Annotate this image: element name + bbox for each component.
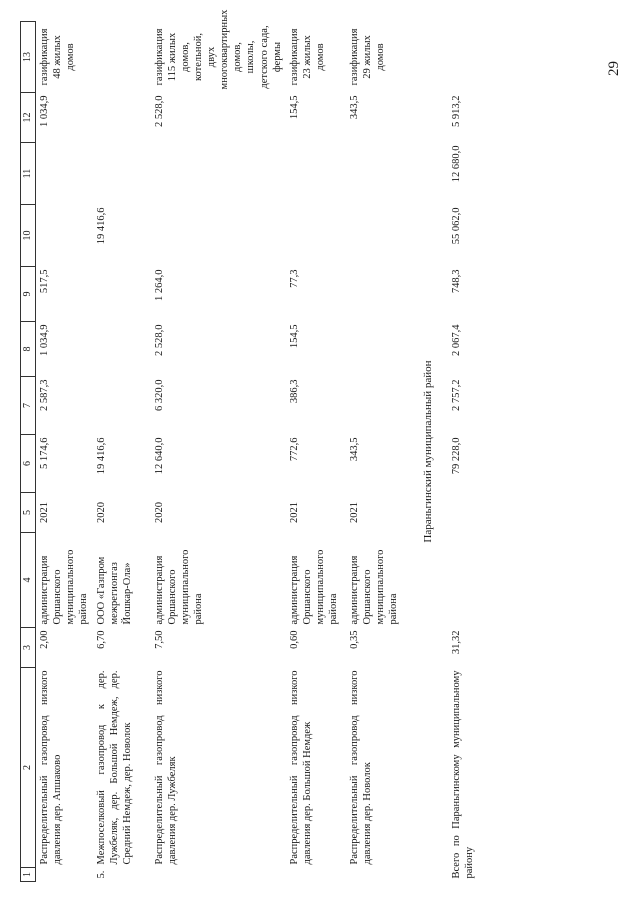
cell-col-12: 1 034,9 (39, 95, 50, 127)
cell-col-12: 154,5 (288, 95, 300, 120)
cell-col-12 (93, 93, 151, 143)
total-col-10: 55 062,0 (450, 207, 462, 245)
cell-col-7: 6 320,0 (153, 379, 165, 411)
header-col-11: 11 (21, 143, 36, 205)
row-number (286, 868, 346, 882)
header-col-2: 2 (21, 668, 36, 868)
cell-col-6: 772,6 (288, 437, 300, 462)
cell-col-7: 2 587,3 (39, 379, 50, 411)
cell-col-11 (151, 143, 286, 205)
customer: администрация Оршанского муниципального района (153, 549, 204, 625)
cell-col-10 (36, 205, 93, 267)
cell-col-9 (93, 267, 151, 322)
cell-col-7 (93, 377, 151, 435)
total-col-9: 748,3 (450, 269, 462, 294)
customer: администрация Оршанского муниципального района (39, 549, 90, 625)
year: 2021 (39, 502, 50, 523)
table-row (286, 22, 346, 882)
note: газификация 23 жилых домов (288, 28, 326, 86)
total-col-7: 2 757,2 (450, 379, 462, 411)
page-number: 29 (606, 61, 622, 76)
total-empty-13 (444, 22, 486, 93)
cell-col-11 (36, 143, 93, 205)
header-col-1: 1 (21, 868, 36, 882)
cell-col-8 (93, 322, 151, 377)
customer: администрация Оршанского муниципального района (288, 549, 340, 625)
year: 2020 (153, 502, 165, 523)
header-col-5: 5 (21, 493, 36, 533)
table-row (93, 22, 151, 882)
cell-col-8: 1 034,9 (39, 324, 50, 356)
total-row (444, 22, 486, 882)
cell-col-10 (346, 205, 414, 267)
note: газификация 48 жилых домов (39, 28, 77, 86)
header-col-6: 6 (21, 435, 36, 493)
rotated-table-container (20, 9, 580, 882)
header-row (21, 22, 36, 882)
cell-col-6: 343,5 (348, 437, 360, 462)
cell-col-8: 154,5 (288, 324, 300, 349)
cell-col-9: 517,5 (39, 269, 50, 294)
cell-col-9 (346, 267, 414, 322)
cell-col-7 (346, 377, 414, 435)
total-label: Всего по Параньгинскому муниципальному району (450, 670, 475, 879)
customer: администрация Оршанского муниципального района (348, 549, 400, 625)
table-row (36, 22, 93, 882)
cell-col-10 (151, 205, 286, 267)
row-number (36, 868, 93, 882)
customer: ООО «Газпром межрегионгаз Йошкар-Ола» (95, 556, 133, 625)
header-col-13: 13 (21, 22, 36, 93)
length-km: 0,35 (348, 630, 360, 649)
object-name: Распределительный газопровод низкого давления дер. Новолок (348, 670, 373, 865)
length-km: 0,60 (288, 630, 300, 649)
cell-col-9: 1 264,0 (153, 269, 165, 301)
year: 2021 (288, 502, 300, 523)
header-col-12: 12 (21, 93, 36, 143)
object-name: Распределительный газопровод низкого давления дер. Апшаково (39, 670, 64, 865)
cell-col-9: 77,3 (288, 269, 300, 288)
object-name: Межпоселковый газопровод к дер. Лужбеляк, дер. Большой Немдеж, дер. Средний Немдеж, дер. Новолок (95, 670, 133, 865)
header-col-9: 9 (21, 267, 36, 322)
cell-col-10: 19 416,6 (95, 207, 107, 245)
cell-col-6: 19 416,6 (95, 437, 107, 475)
cell-col-11 (93, 143, 151, 205)
table-row (151, 22, 286, 882)
note (93, 22, 151, 93)
cell-col-10 (286, 205, 346, 267)
header-col-4: 4 (21, 533, 36, 628)
length-km: 7,50 (153, 630, 165, 649)
total-col-11: 12 680,0 (450, 145, 462, 183)
cell-col-8 (346, 322, 414, 377)
total-empty-5 (444, 493, 486, 533)
total-col-8: 2 067,4 (450, 324, 462, 356)
object-name: Распределительный газопровод низкого давления дер. Большой Немдеж (288, 670, 313, 865)
cell-col-6: 12 640,0 (153, 437, 165, 475)
note: газификация 29 жилых домов (348, 28, 386, 86)
cell-col-11 (346, 143, 414, 205)
row-number: 5. (95, 870, 107, 879)
cell-col-11 (286, 143, 346, 205)
district-row (414, 22, 444, 882)
note: газификация 115 жилых домов, котельной, двух многоквартирных домов, школы, детского сада, фермы (153, 9, 283, 90)
total-length: 31,32 (450, 630, 462, 655)
gas-pipeline-table (20, 9, 486, 882)
cell-col-12: 343,5 (348, 95, 360, 120)
table-row (346, 22, 414, 882)
row-number (151, 868, 286, 882)
object-name: Распределительный газопровод низкого давления дер. Лужбеляк (153, 670, 178, 865)
year: 2020 (95, 502, 107, 523)
district-title: Параньгинский муниципальный район (421, 360, 434, 543)
total-col-12: 5 913,2 (450, 95, 462, 127)
cell-col-7: 386,3 (288, 379, 300, 404)
header-col-3: 3 (21, 628, 36, 668)
length-km: 6,70 (95, 630, 107, 649)
total-col-6: 79 228,0 (450, 437, 462, 475)
row-number (346, 868, 414, 882)
cell-col-6: 5 174,6 (39, 437, 50, 469)
header-col-10: 10 (21, 205, 36, 267)
header-col-8: 8 (21, 322, 36, 377)
cell-col-8: 2 528,0 (153, 324, 165, 356)
total-empty-4 (444, 533, 486, 628)
year: 2021 (348, 502, 360, 523)
cell-col-12: 2 528,0 (153, 95, 165, 127)
header-col-7: 7 (21, 377, 36, 435)
length-km: 2,00 (39, 630, 50, 649)
